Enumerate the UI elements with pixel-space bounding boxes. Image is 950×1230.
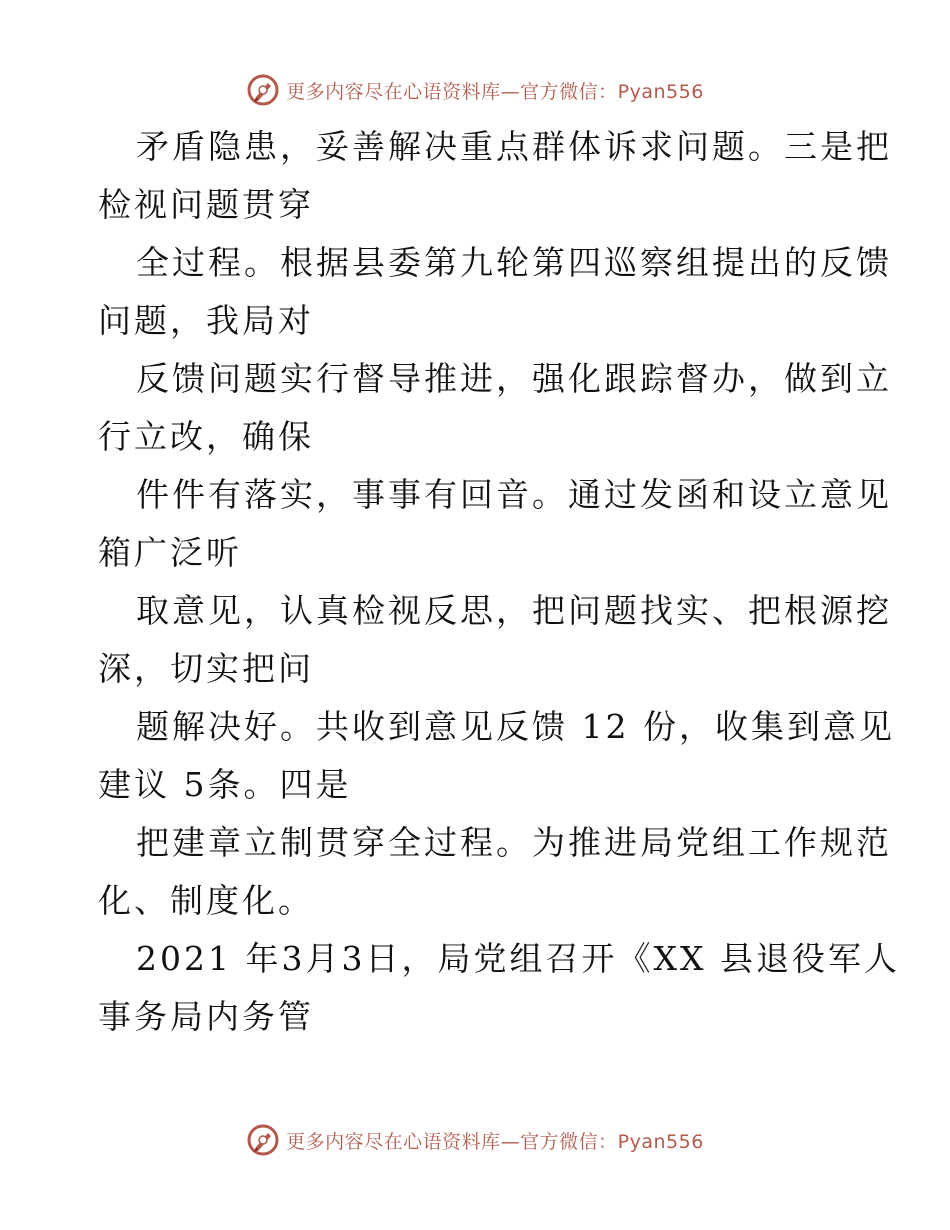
pen-logo-icon	[246, 73, 280, 107]
paragraph-line: 行立改，确保	[98, 417, 314, 456]
paragraph-line: 题解决好。共收到意见反馈 12 份，收集到意见	[136, 707, 895, 746]
paragraph-line: 事务局内务管	[98, 997, 314, 1036]
footer-banner	[0, 1120, 950, 1160]
paragraph-line: 反馈问题实行督导推进，强化跟踪督办，做到立	[136, 359, 892, 398]
paragraph-line: 全过程。根据县委第九轮第四巡察组提出的反馈	[136, 243, 892, 282]
banner-text: 更多内容尽在心语资料库—官方微信：Pyan556	[286, 80, 704, 103]
paragraph-line: 2021 年3月3日，局党组召开《XX 县退役军人	[136, 939, 900, 978]
paragraph-line: 检视问题贯穿	[98, 185, 314, 224]
paragraph-line: 件件有落实，事事有回音。通过发函和设立意见	[136, 475, 892, 514]
paragraph-line: 箱广泛听	[98, 533, 242, 572]
paragraph-line: 取意见，认真检视反思，把问题找实、把根源挖	[136, 591, 892, 630]
paragraph-line: 问题，我局对	[98, 301, 314, 340]
document-body	[98, 118, 900, 1046]
paragraph-line: 把建章立制贯穿全过程。为推进局党组工作规范	[136, 823, 892, 862]
paragraph-line: 矛盾隐患，妥善解决重点群体诉求问题。三是把	[136, 127, 892, 166]
paragraph-line: 建议 5条。四是	[98, 765, 352, 804]
pen-logo-icon	[246, 1123, 280, 1157]
paragraph-line: 深，切实把问	[98, 649, 314, 688]
banner-text: 更多内容尽在心语资料库—官方微信：Pyan556	[286, 1130, 704, 1153]
header-banner	[0, 70, 950, 110]
paragraph-line: 化、制度化。	[98, 881, 314, 920]
